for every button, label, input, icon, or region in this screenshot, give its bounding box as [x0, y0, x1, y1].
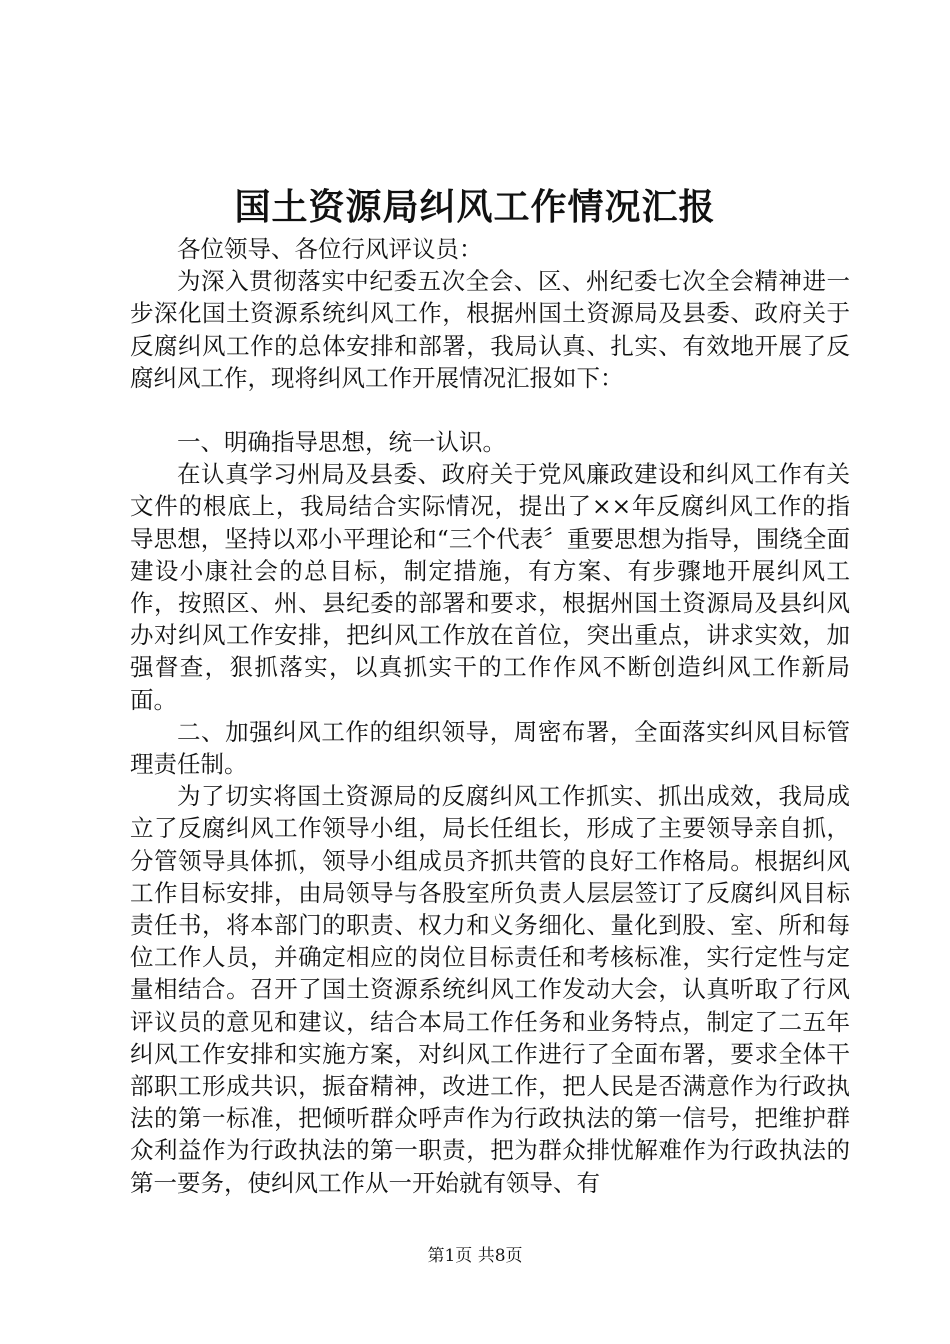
page-footer: 第1页 共8页	[427, 1246, 523, 1266]
section-2-paragraph: 为了切实将国土资源局的反腐纠风工作抓实、抓出成效，我局成立了反腐纠风工作领导小组，局长任组长，形成了主要领导亲自抓，分管领导具体抓，领导小组成员齐抓共管的良好工作格局。根据纠风工作目标安排，由局领导与各股室所负责人层层签订了反腐纠风目标责任书，将本部门的职责、权力和义务细化、量化到股、室、所和每位工作人员，并确定相应的岗位目标责任和考核标准，实行定性与定量相结合。召开了国土资源系统纠风工作发动大会，认真听取了行风评议员的意见和建议，结合本局工作任务和业务特点，制定了二五年纠风工作安排和实施方案，对纠风工作进行了全面布署，要求全体干部职工形成共识，振奋精神，改进工作，把人民是否满意作为行政执法的第一标准，把倾听群众呼声作为行政执法的第一信号，把维护群众利益作为行政执法的第一职责，把为群众排忧解难作为行政执法的第一要务，使纠风工作从一开始就有领导、有	[130, 782, 850, 1197]
intro-paragraph: 为深入贯彻落实中纪委五次全会、区、州纪委七次全会精神进一步深化国土资源系统纠风工作，根据州国土资源局及县委、政府关于反腐纠风工作的总体安排和部署，我局认真、扎实、有效地开展了反腐纠风工作，现将纠风工作开展情况汇报如下：	[130, 267, 850, 392]
salutation-paragraph: 各位领导、各位行风评议员：	[177, 235, 483, 263]
section-1-paragraph: 在认真学习州局及县委、政府关于党风廉政建设和纠风工作有关文件的根底上，我局结合实际情况，提出了××年反腐纠风工作的指导思想，坚持以邓小平理论和“三个代表〞重要思想为指导，围绕全面建设小康社会的总目标，制定措施，有方案、有步骤地开展纠风工作，按照区、州、县纪委的部署和要求，根据州国土资源局及县纠风办对纠风工作安排，把纠风工作放在首位，突出重点，讲求实效，加强督查，狠抓落实，以真抓实干的工作作风不断创造纠风工作新局面。	[130, 460, 850, 714]
section-heading-1: 一、明确指导思想，统一认识。	[177, 428, 506, 457]
section-heading-2: 二、加强纠风工作的组织领导，周密布署，全面落实纠风目标管理责任制。	[130, 717, 850, 779]
document-body	[130, 233, 850, 1199]
document-title: 国土资源局纠风工作情况汇报	[234, 186, 716, 228]
